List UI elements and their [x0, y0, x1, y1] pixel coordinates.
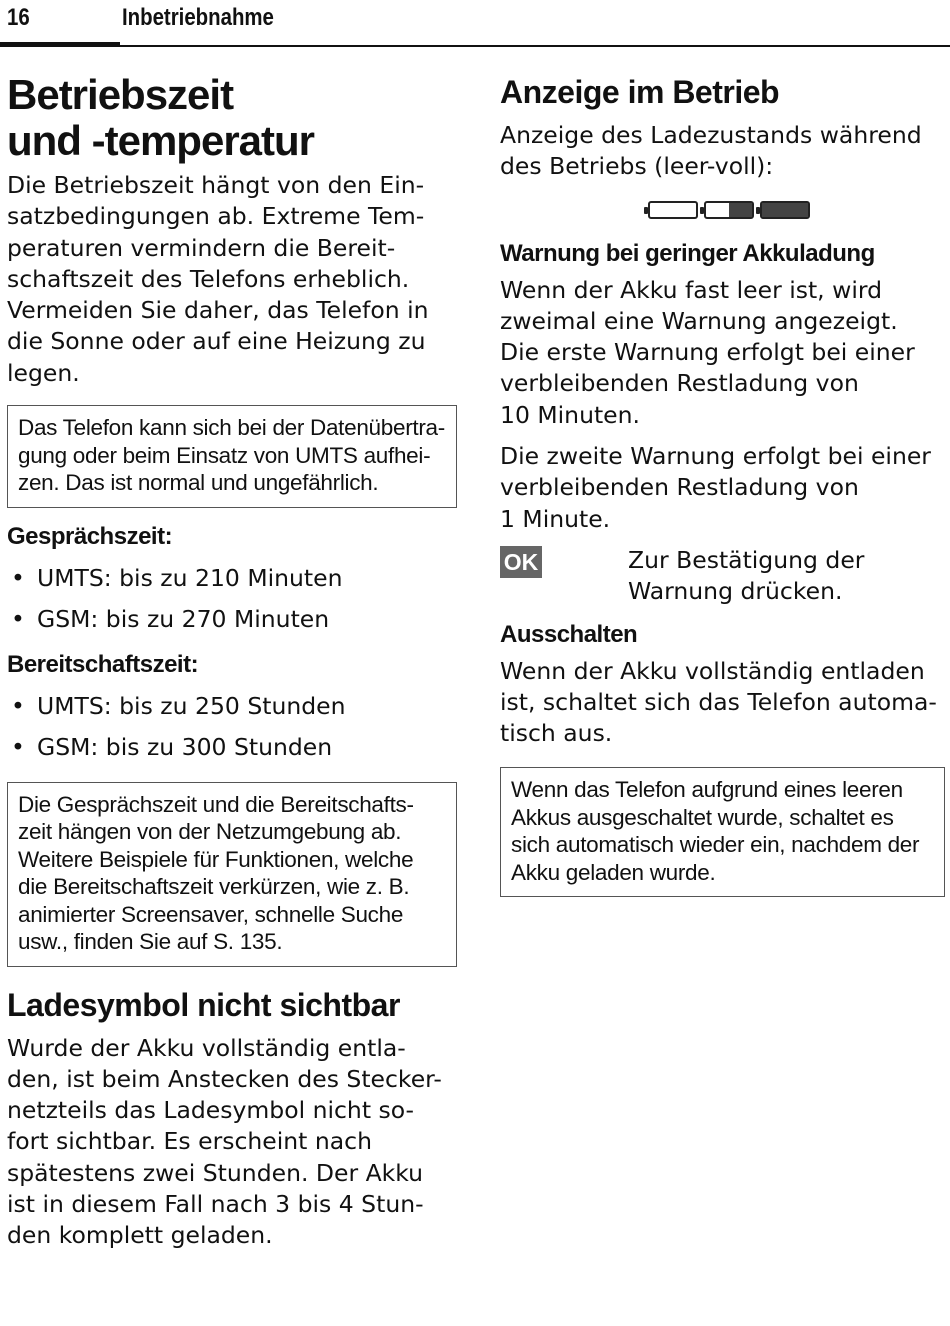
- warning-paragraph-2: Die zweite Warnung erfolgt bei einer verbleibenden Restladung von 1 Minute.: [500, 442, 931, 533]
- list-item: • UMTS: bis zu 250 Stunden: [7, 686, 457, 727]
- note-box-umts: [7, 405, 457, 508]
- battery-empty-icon: [648, 201, 698, 219]
- header-rule-thin: [120, 45, 950, 47]
- page-number: 16: [7, 4, 30, 31]
- low-battery-heading: Warnung bei geringer Akkuladung: [500, 239, 875, 267]
- note-box-network: [7, 782, 457, 967]
- talk-time-heading: Gesprächszeit:: [7, 522, 173, 550]
- right-column: [500, 72, 945, 911]
- note-box-auto-on: [500, 767, 945, 897]
- battery-full-icon: [760, 201, 810, 219]
- page-header: [0, 0, 950, 48]
- list-item: • UMTS: bis zu 210 Minuten: [7, 558, 457, 599]
- battery-levels: [500, 201, 945, 219]
- list-item: • GSM: bis zu 270 Minuten: [7, 599, 457, 640]
- ok-instruction: [500, 545, 945, 608]
- section-title-ladesymbol: Ladesymbol nicht sichtbar: [7, 986, 400, 1023]
- intro-paragraph: Die Betriebszeit hängt von den Ein- satzbedingungen ab. Extreme Tem- peraturen vermindern die Bereit- schaftszeit des Telefons erheblich. Vermeiden Sie daher, das Telefon in die Sonne oder auf eine Heizung zu legen.: [7, 171, 429, 387]
- battery-half-icon: [704, 201, 754, 219]
- left-column: [7, 72, 457, 1262]
- standby-time-list: [7, 686, 457, 768]
- switch-off-paragraph: Wenn der Akku vollständig entladen ist, schaltet sich das Telefon automa- tisch aus.: [500, 656, 937, 748]
- switch-off-heading: Ausschalten: [500, 620, 638, 648]
- header-rule-thick: [0, 42, 120, 47]
- note-text: Wenn das Telefon aufgrund eines leeren Akkus ausgeschaltet wurde, schaltet es sich automatisch wieder ein, nachdem der Akku geladen wurde.: [511, 777, 920, 885]
- note-text: Das Telefon kann sich bei der Datenübertra- gung oder beim Einsatz von UMTS aufhei- zen. Das ist normal und ungefährlich.: [18, 415, 445, 496]
- standby-time-heading: Bereitschaftszeit:: [7, 650, 199, 678]
- ok-key-icon: OK: [500, 546, 542, 578]
- charge-paragraph: Wurde der Akku vollständig entla- den, ist beim Anstecken des Stecker- netzteils das Ladesymbol nicht so- fort sichtbar. Es erscheint nach spätestens zwei Stunden. Der Akku ist in diesem Fall nach 3 bis 4 Stun- den komplett geladen.: [7, 1033, 442, 1250]
- ok-instruction-text: Zur Bestätigung der Warnung drücken.: [628, 545, 865, 606]
- talk-time-list: [7, 558, 457, 640]
- chapter-title: Inbetriebnahme: [122, 4, 274, 31]
- display-paragraph: Anzeige des Ladezustands während des Betriebs (leer-voll):: [500, 121, 922, 181]
- section-title-betriebszeit: Betriebszeit und -temperatur: [7, 71, 315, 164]
- warning-paragraph-1: Wenn der Akku fast leer ist, wird zweimal eine Warnung angezeigt. Die erste Warnung erfolgt bei einer verbleibenden Restladung von 10 Minuten.: [500, 275, 915, 429]
- section-title-anzeige: Anzeige im Betrieb: [500, 74, 780, 110]
- list-item: • GSM: bis zu 300 Stunden: [7, 727, 457, 768]
- note-text: Die Gesprächszeit und die Bereitschafts- zeit hängen von der Netzumgebung ab. Weitere Beispiele für Funktionen, welche die Bereitschaftszeit verkürzen, wie z. B. animierter Screensaver, schnelle Suche usw., finden Sie auf S. 135.: [18, 791, 414, 955]
